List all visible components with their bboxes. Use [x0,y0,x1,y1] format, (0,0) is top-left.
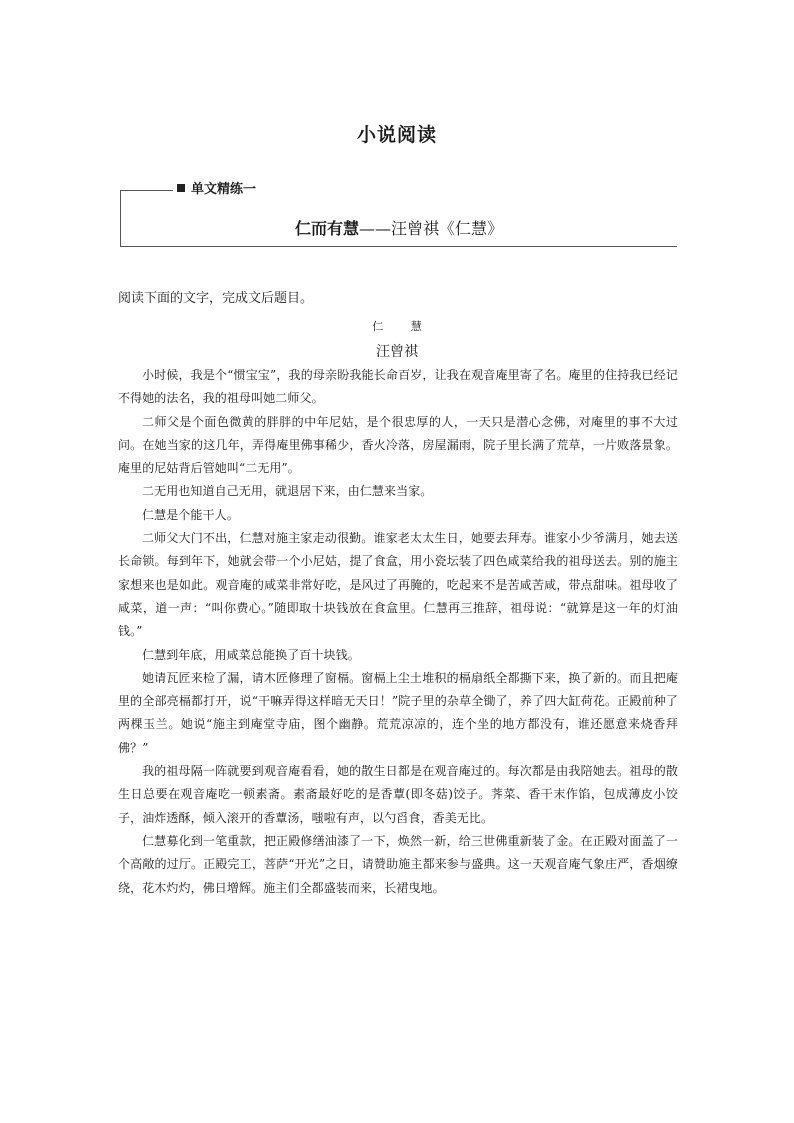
paragraph: 仁慧募化到一笔重款，把正殿修缮油漆了一下，焕然一新，给三世佛重新装了金。在正殿对面盖了一个高敞的过厅。正殿完工，菩萨“开光”之日，请赞助施主都来参与盛典。这一天观音庵气象庄严，香烟缭绕，花木灼灼，佛日增辉。施主们全都盛装而来，长裙曳地。 [118,833,678,895]
paragraph: 小时候，我是个“惯宝宝”，我的母亲盼我能长命百岁，让我在观音庵里寄了名。庵里的住持我已经记不得她的法名，我的祖母叫她二师父。 [118,368,678,406]
paragraph: 二师父大门不出，仁慧对施主家走动很勤。谁家老太太生日，她要去拜寿。谁家小少爷满月，她去送长命锁。每到年下，她就会带一个小尼姑，提了食盒，用小瓷坛装了四色咸菜给我的祖母送去。别的施主家想来也是如此。观音庵的咸菜非常好吃，是风过了再腌的，吃起来不是苦咸苦咸，带点甜味。祖母收了咸菜，道一声：“叫你费心。”随即取十块钱放在食盒里。仁慧再三推辞，祖母说：“就算是这一年的灯油钱。” [118,531,678,639]
paragraph: 她请瓦匠来检了漏，请木匠修理了窗槅。窗槅上尘土堆积的槅扇纸全都撕下来，换了新的。而且把庵里的全部亮槅都打开，说“干嘛弄得这样暗无天日！”院子里的杂草全锄了，养了四大缸荷花。正殿前种了两棵玉兰。她说“施主到庵堂寺庙，图个幽静。荒荒凉凉的，连个坐的地方都没有，谁还愿意来烧香拜佛？” [118,670,678,755]
paragraph: 仁慧到年底，用咸菜总能换了百十块钱。 [142,647,360,662]
story-author: 汪曾祺 [376,344,418,360]
section-header-box [120,182,677,247]
instruction-text: 阅读下面的文字，完成文后题目。 [118,291,314,306]
subtitle-rest: ——汪曾祺《仁慧》 [359,219,504,238]
section-subtitle [121,216,677,239]
paragraph: 二无用也知道自己无用，就退居下来，由仁慧来当家。 [142,484,433,499]
page-title: 小说阅读 [356,124,437,146]
paragraph: 二师父是个面色微黄的胖胖的中年尼姑，是个很忠厚的人，一天只是潜心念佛，对庵里的事不大过问。在她当家的这几年，弄得庵里佛事稀少，香火冷落，房屋漏雨，院子里长满了荒草，一片败落景象。庵里的尼姑背后管她叫“二无用”。 [118,414,678,476]
section-label-text: 单文精练一 [191,182,257,197]
paragraph: 我的祖母隔一阵就要到观音庵看看，她的散生日都是在观音庵过的。每次都是由我陪她去。祖母的散生日总要在观音庵吃一顿素斋。素斋最好吃的是香蕈(即冬菇)饺子。荠菜、香干末作馅，包成薄皮小饺子，油炸透酥，倾入滚开的香蕈汤，嗤啦有声，以勺舀食，香美无比。 [118,764,678,825]
black-square-icon [177,184,185,192]
story-body [118,364,678,900]
subtitle-main: 仁而有慧 [294,219,359,238]
story-title: 仁 慧 [372,320,434,333]
section-top-rule [121,190,173,191]
section-label [177,181,256,199]
paragraph: 仁慧是个能干人。 [142,507,239,522]
